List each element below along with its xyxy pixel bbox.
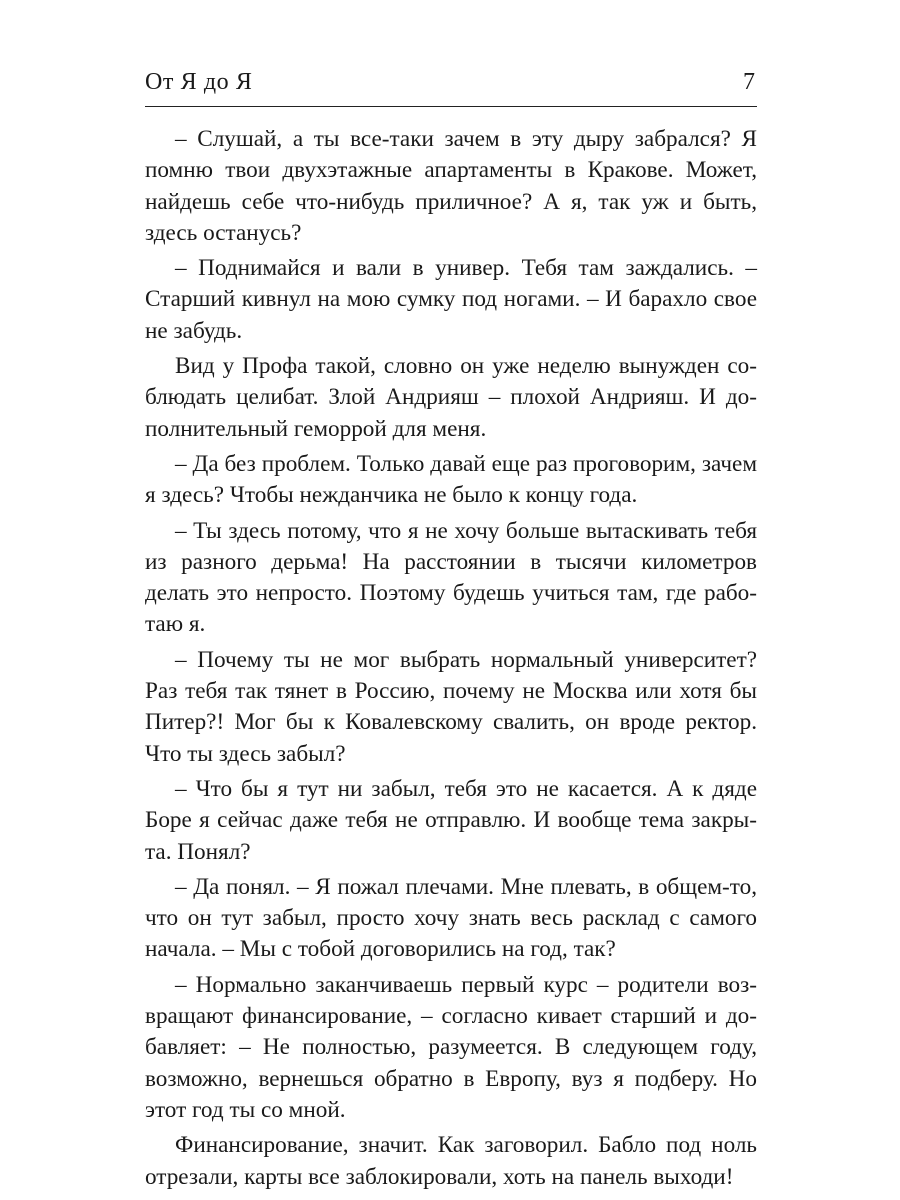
paragraph: – Да понял. – Я пожал плечами. Мне плевать, в общем-то, что он тут забыл, просто хочу знать весь расклад с самого начала. – Мы с тобой договорились на год, так?	[145, 873, 757, 963]
paragraph: – Нормально заканчиваешь первый курс – родители возвращают финансирование, – согласно кивает старший и добавляет: – Не полностью, разумеется. В следующем году, возможно, вернешься обратно в Европу, вуз я подберу. Но этот год ты со мной.	[145, 971, 757, 1123]
running-header	[145, 66, 755, 106]
paragraph: – Что бы я тут ни забыл, тебя это не касается. А к дяде Боре я сейчас даже тебя не отправлю. И вообще тема закрыта. Понял?	[145, 775, 757, 865]
header-divider	[145, 106, 757, 107]
page-number: 7	[743, 69, 755, 95]
paragraph: – Поднимайся и вали в универ. Тебя там заждались. – Старший кивнул на мою сумку под ногами. – И барахло свое не забудь.	[145, 255, 757, 344]
book-title: От Я до Я	[145, 69, 253, 95]
paragraph: – Слушай, а ты все-таки зачем в эту дыру забрался? Я помню твои двухэтажные апартаменты в Кракове. Может, найдешь себе что-нибудь приличное? А я, так уж и быть, здесь останусь?	[145, 126, 757, 246]
paragraph: Финансирование, значит. Как заговорил. Бабло под ноль отрезали, карты все заблокировали, хоть на панель выходи!	[145, 1132, 757, 1190]
paragraph: – Почему ты не мог выбрать нормальный университет? Раз тебя так тянет в Россию, почему не Москва или хотя бы Питер?! Мог бы к Ковалевскому свалить, он вроде ректор. Что ты здесь забыл?	[145, 646, 757, 767]
paragraph: – Да без проблем. Только давай еще раз проговорим, зачем я здесь? Чтобы нежданчика не было к концу года.	[145, 450, 757, 509]
body-text	[145, 124, 757, 1197]
paragraph: – Ты здесь потому, что я не хочу больше вытаскивать тебя из разного дерьма! На расстоянии в тысячи километров делать это непросто. Поэтому будешь учиться там, где работаю я.	[145, 517, 757, 638]
paragraph: Вид у Профа такой, словно он уже неделю вынужден соблюдать целибат. Злой Андрияш – плохой Андрияш. И дополнительный геморрой для меня.	[145, 353, 757, 442]
